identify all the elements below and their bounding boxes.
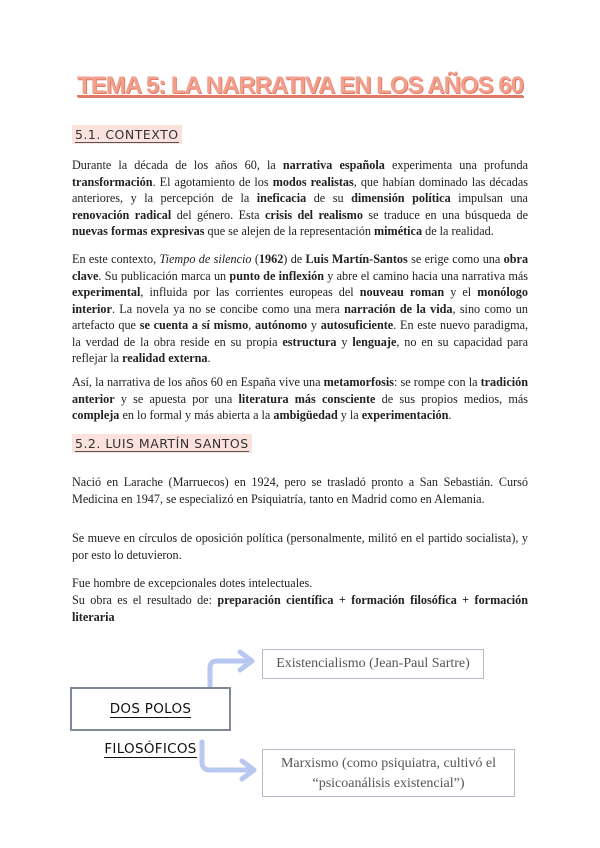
paragraph-biography-3: Fue hombre de excepcionales dotes intelectuales. [72,576,313,590]
paragraph-biography-2: Se mueve en círculos de oposición política (personalmente, militó en el partido socialista), y por esto lo detuvieron. [72,531,528,562]
page-title: TEMA 5: LA NARRATIVA EN LOS AÑOS 60 [77,72,523,99]
section-heading-contexto: 5.1. CONTEXTO [72,125,182,144]
dos-polos-box: DOS POLOS FILOSÓFICOS [70,687,231,731]
marxismo-box: Marxismo (como psiquiatra, cultivó el “psicoanálisis existencial”) [262,749,515,797]
paragraph-biography-1: Nació en Larache (Marruecos) en 1924, pero se trasladó pronto a San Sebastián. Cursó Medicina en 1947, se especializó en Psiquiatría, tanto en Madrid como en Alemania. [72,475,528,506]
paragraph-context-3: Así, la narrativa de los años 60 en España vive una metamorfosis: se rompe con la tradición anterior y se apuesta por una literatura más consciente de sus propios medios, más compleja en lo formal y más abierta a la ambigüedad y la experimentación. [72,375,528,422]
section-heading-luis-martin-santos: 5.2. LUIS MARTÍN SANTOS [72,434,252,453]
existencialismo-box: Existencialismo (Jean-Paul Sartre) [262,649,484,679]
paragraph-context-2: En este contexto, Tiempo de silencio (1962) de Luis Martín-Santos se erige como una obra clave. Su publicación marca un punto de inflexión y abre el camino hacia una narrativa más experimental, influida por las corrientes europeas del nouveau roman y el monólogo interior. La novela ya no se concibe como una mera narración de la vida, sino como un artefacto que se cuenta a sí mismo, autónomo y autosuficiente. En este nuevo paradigma, la verdad de la obra reside en su propia estructura y lenguaje, no en su capacidad para reflejar la realidad externa. [72,252,529,365]
paragraph-context-1: Durante la década de los años 60, la narrativa española experimenta una profunda transformación. El agotamiento de los modos realistas, que habían dominado las décadas anteriores, y la percepción de la ineficacia de su dimensión política impulsan una renovación radical del género. Esta crisis del realismo se traduce en una búsqueda de nuevas formas expresivas que se alejen de la representación mimética de la realidad. [72,158,529,238]
paragraph-biography-4: Su obra es el resultado de: preparación científica + formación filosófica + formación literaria [72,593,528,624]
